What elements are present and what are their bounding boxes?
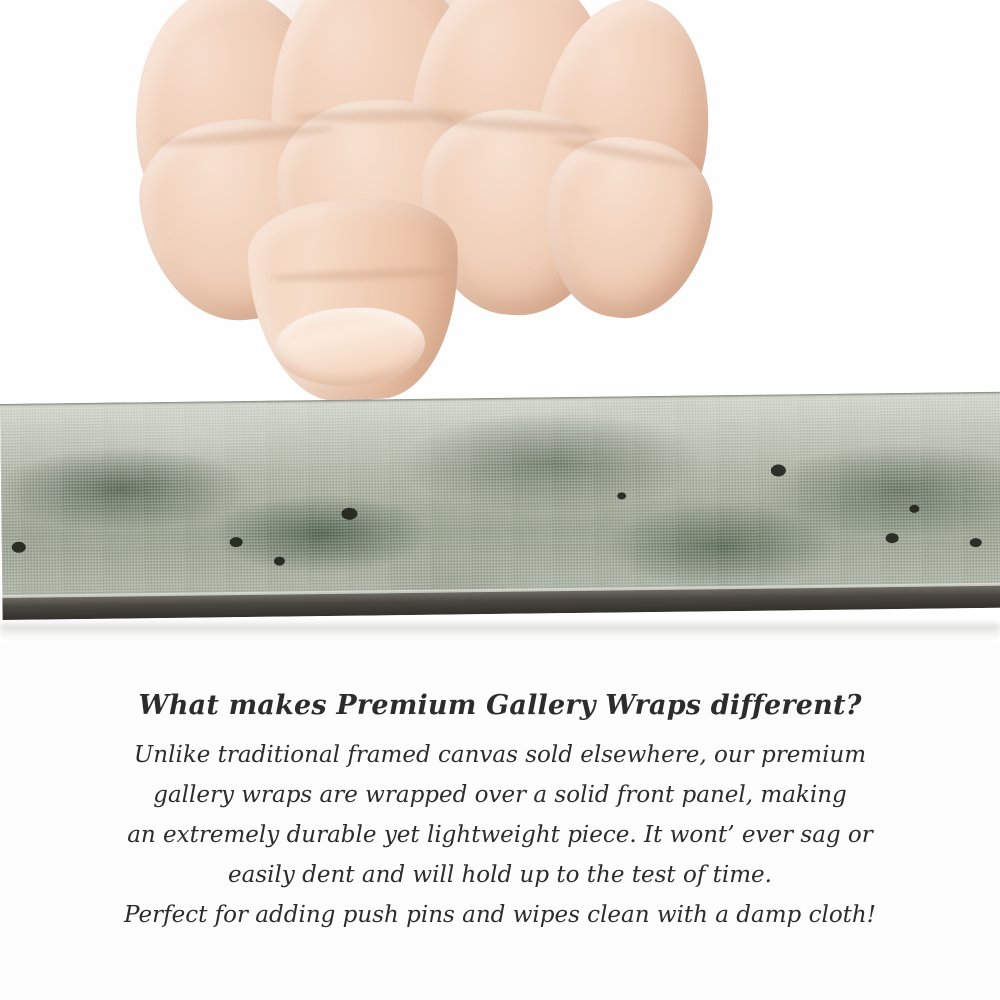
promo-line-3: an extremely durable yet lightweight piece. It wont’ ever sag or — [127, 822, 873, 848]
promo-headline: What makes Premium Gallery Wraps different? — [138, 690, 862, 721]
promo-line-4: easily dent and will hold up to the test of time. — [228, 862, 772, 888]
art-speck — [274, 557, 285, 566]
promo-line-2: gallery wraps are wrapped over a solid front panel, making — [153, 782, 847, 808]
canvas-drop-shadow — [0, 624, 1000, 638]
canvas-wrap-edge — [0, 392, 1000, 620]
promo-line-1: Unlike traditional framed canvas sold elsewhere, our premium — [133, 742, 867, 768]
promo-line-5: Perfect for adding push pins and wipes clean with a damp cloth! — [124, 902, 876, 928]
promo-text-block — [0, 690, 1000, 935]
art-speck — [909, 505, 919, 513]
hand-illustration — [120, 0, 680, 430]
art-speck — [617, 492, 626, 499]
